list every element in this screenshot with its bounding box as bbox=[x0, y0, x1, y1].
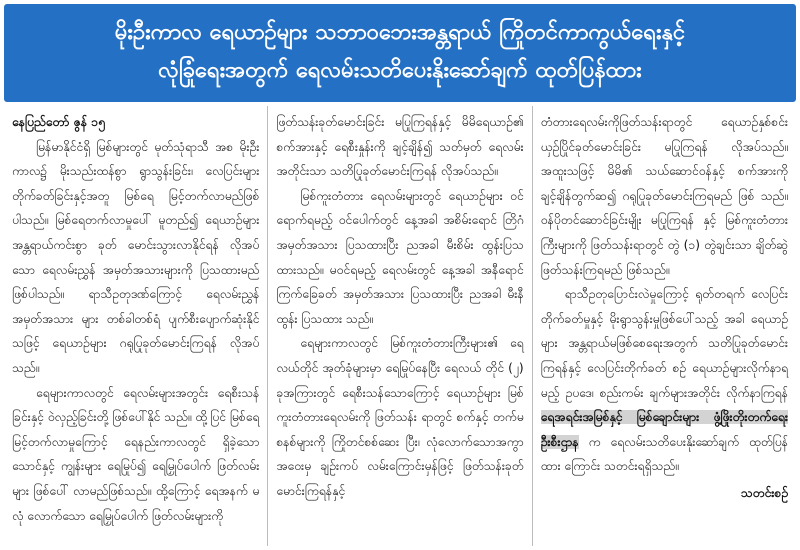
paragraph: ရေများကာလတွင် မြစ်ကူးတံတားကြီးများ၏ ရေလယ်တိုင် အုတ်ခုံများမှာ ရေမြုပ်နေပြီး ရေလယ် တိုင် (၂) ခုအကြားတွင် ရေစီးသန်သောကြောင့် ရေယာဉ်များ မြစ်ကူးတံတားရေလမ်းကို ဖြတ်သန်း ရာတွင် စက်နှင့် တက်မစနစ်များကို ကြိုတင်စစ်ဆေး ပြီး၊ လုံလောက်သောအကွာအဝေးမှ ချဉ်းကပ် လမ်းကြောင်းမှန်ဖြင့် ဖြတ်သန်းခုတ်မောင်းကြရန်နှင့် bbox=[276, 336, 524, 498]
paragraph: မြစ်ကူးတံတား ရေလမ်းများတွင် ရေယာဉ်များ ဝင်ရောက်ရမည့် ဝင်ပေါက်တွင် နေ့အခါ အစိမ်းရောင် တြိဂံအမှတ်အသား ပြသထားပြီး ညအခါ မီးစိမ်း ထွန်းပြသထားသည်။ မဝင်ရမည့် ရေလမ်းတွင် နေ့အခါ အနီရောင်ကြက်ခြေခတ် အမှတ်အသား ပြသထားပြီး ညအခါ မီးနီထွန်း ပြသထား သည်။ bbox=[276, 188, 524, 326]
article-column-2 bbox=[267, 106, 531, 546]
paragraph-text: က ရေလမ်းသတိပေးနိုးဆော်ချက် ထုတ်ပြန်ထား ကြောင်း သတင်းရရှိသည်။ bbox=[540, 434, 788, 474]
headline-line-2: လုံခြုံရေးအတွက် ရေလမ်းသတိပေးနိုးဆော်ချက် ထုတ်ပြန်ထား bbox=[158, 58, 642, 83]
paragraph: ရေများကာလတွင် ရေလမ်းများအတွင်း ရေစီးသန်ခြင်းနှင့် ဝဲလှည့်ခြင်းတို့ ဖြစ်ပေါ်နိုင် သည်။ ထို့ပြင် မြစ်ရေ မြင့်တက်လာမှုကြောင့် ရေနည်းကာလတွင် ရှိခဲ့သော သောင်နှင့် ကျွန်းများ ရေမြုပ်၍ ရေမြှုပ်ပေါက် ဖြတ်လမ်းများ ဖြစ်ပေါ် လာမည်ဖြစ်သည်။ ထို့ကြောင့် ရေအနက် မလုံ လောက်သော ရေမြှုပ်ပေါက် ဖြတ်လမ်းများကို bbox=[12, 385, 260, 523]
byline: သတင်းစဉ် bbox=[740, 485, 788, 500]
paragraph: တံတားရေလမ်းကိုဖြတ်သန်းရာတွင် ရေယာဉ်နှစ်စင်း ယှဉ်ပြိုင်ခုတ်မောင်းခြင်း မပြုကြရန် လိုအပ်သည်။ အထူးသဖြင့် မိမိ၏ သယ်ဆောင်ဝန်နှင့် စက်အားကို ချင့်ချိန်တွက်ဆ၍ ဂရုပြုခုတ်မောင်းကြရမည် ဖြစ် သည်။ ဝန်ပိုတင်ဆောင်ခြင်းမျိုး မပြုကြရန် နှင့် မြစ်ကူးတံတားကြီးများကို ဖြတ်သန်းရာတွင် တွဲ (၁) တွဲချင်းသာ ချိတ်ဆွဲဖြတ်သန်းကြရမည် ဖြစ်သည်။ bbox=[540, 115, 788, 277]
headline-banner bbox=[4, 4, 796, 102]
article-column-3 bbox=[532, 106, 796, 546]
article-body bbox=[4, 106, 796, 546]
paragraph: ဖြတ်သန်းခုတ်မောင်းခြင်း မပြုကြရန်နှင့် မိမိရေယာဉ်၏ စက်အားနှင့် ရေစီးနှုန်းကို ချင့်ချိန်၍ သတ်မှတ် ရေလမ်းအတိုင်းသာ သတိပြုခုတ်မောင်းကြရန် လိုအပ်သည်။ bbox=[276, 115, 524, 179]
headline-line-1: မိုးဦးကာလ ရေယာဉ်များ သဘာဝဘေးအန္တရာယ် ကြိုတင်ကာကွယ်ရေးနှင့် bbox=[114, 20, 686, 45]
dateline: နေပြည်တော် ဇွန် ၁၅ bbox=[12, 115, 105, 129]
paragraph: မြန်မာနိုင်ငံရှိ မြစ်များတွင် မုတ်သုံရာသီ အစ မိုးဦးကာလ၌ မိုးသည်းထန်စွာ ရွာသွန်းခြင်း၊ လေပြင်းများ တိုက်ခတ်ခြင်းနှင့်အတူ မြစ်ရေ မြင့်တက်လာမည်ဖြစ်ပါသည်။ မြစ်ရေတက်လာမှုပေါ် မူတည်၍ ရေယာဉ်များ အန္တရာယ်ကင်းစွာ ခုတ် မောင်းသွားလာနိုင်ရန် လိုအပ်သော ရေလမ်းညွှန် အမှတ်အသားများကို ပြသထားမည်ဖြစ်ပါသည်။ ရာသီဥတုဒဏ်ကြောင့် ရေလမ်းညွှန် အမှတ်အသား များ တစ်ခါတစ်ရံ ပျက်စီးပျောက်ဆုံးနိုင်သဖြင့် ရေယာဉ်များ ဂရုပြုခုတ်မောင်းကြရန် လိုအပ်သည်။ bbox=[12, 139, 260, 375]
paragraph-text: ရာသီဥတုပြောင်းလဲမှုကြောင့် ရုတ်တရက် လေပြင်းတိုက်ခတ်မှုနှင့် မိုးရွာသွန်းမှုဖြစ်ပေါ်သည့် အခါ ရေယာဉ်များ အန္တရာယ်မဖြစ်စေရေးအတွက် သတိပြုခုတ်မောင်းကြရန်နှင့် လေပြင်းတိုက်ခတ် စဉ် ရေယာဉ်များလိုက်နာရမည့် ဥပဒေ၊ စည်းကမ်း ချက်များအတိုင်း လိုက်နာကြရန် bbox=[540, 287, 788, 400]
highlighted-department-name: ရေအရင်းအမြစ်နှင့် မြစ်ချောင်းများ ဖွံ့ဖြိုးတိုးတက်ရေးဦးစီးဌာန bbox=[540, 410, 788, 449]
article-column-1 bbox=[4, 106, 267, 546]
paragraph bbox=[541, 282, 788, 479]
